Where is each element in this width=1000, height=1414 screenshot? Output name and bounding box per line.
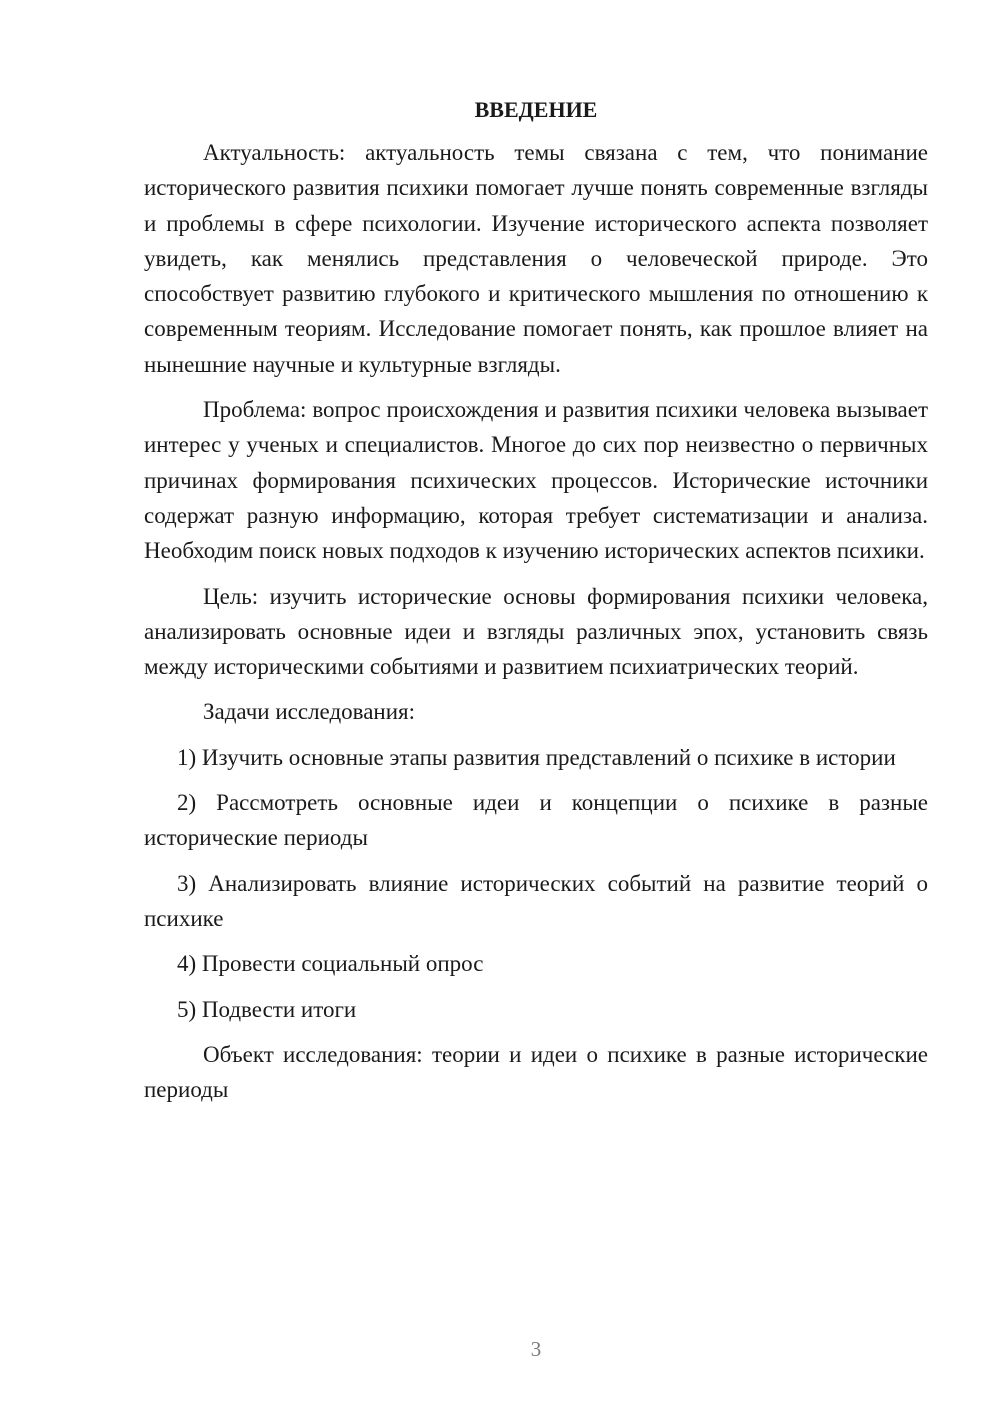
paragraph-relevance: Актуальность: актуальность темы связана с тем, что понимание исторического развития психики помогает лучше понять современные взгляды и проблемы в сфере психологии. Изучение исторического аспекта позволяет увидеть, как менялись представления о человеческой природе. Это способствует развитию глубокого и критического мышления по отношению к современным теориям. Исследование помогает понять, как прошлое влияет на нынешние научные и культурные взгляды. bbox=[144, 140, 928, 377]
page-title: ВВЕДЕНИЕ bbox=[474, 97, 598, 122]
task-item-2: 2) Рассмотреть основные идеи и концепции о психике в разные исторические периоды bbox=[144, 790, 928, 851]
task-item-5: 5) Подвести итоги bbox=[177, 996, 357, 1022]
task-item-4: 4) Провести социальный опрос bbox=[177, 951, 484, 977]
paragraph-tasks-heading: Задачи исследования: bbox=[203, 699, 416, 725]
paragraph-problem: Проблема: вопрос происхождения и развития психики человека вызывает интерес у ученых и специалистов. Многое до сих пор неизвестно о первичных причинах формирования психических процессов. Исторические источники содержат разную информацию, которая требует систематизации и анализа. Необходим поиск новых подходов к изучению исторических аспектов психики. bbox=[144, 397, 928, 564]
task-item-3: 3) Анализировать влияние исторических событий на развитие теорий о психике bbox=[144, 870, 928, 931]
paragraph-research-object: Объект исследования: теории и идеи о психике в разные исторические периоды bbox=[144, 1041, 928, 1103]
page-content bbox=[144, 92, 928, 1107]
task-item-1: 1) Изучить основные этапы развития представлений о психике в истории bbox=[177, 744, 896, 770]
paragraph-goal: Цель: изучить исторические основы формирования психики человека, анализировать основные идеи и взгляды различных эпох, установить связь между историческими событиями и развитием психиатрических теорий. bbox=[144, 583, 928, 680]
page-number: 3 bbox=[530, 1337, 542, 1361]
